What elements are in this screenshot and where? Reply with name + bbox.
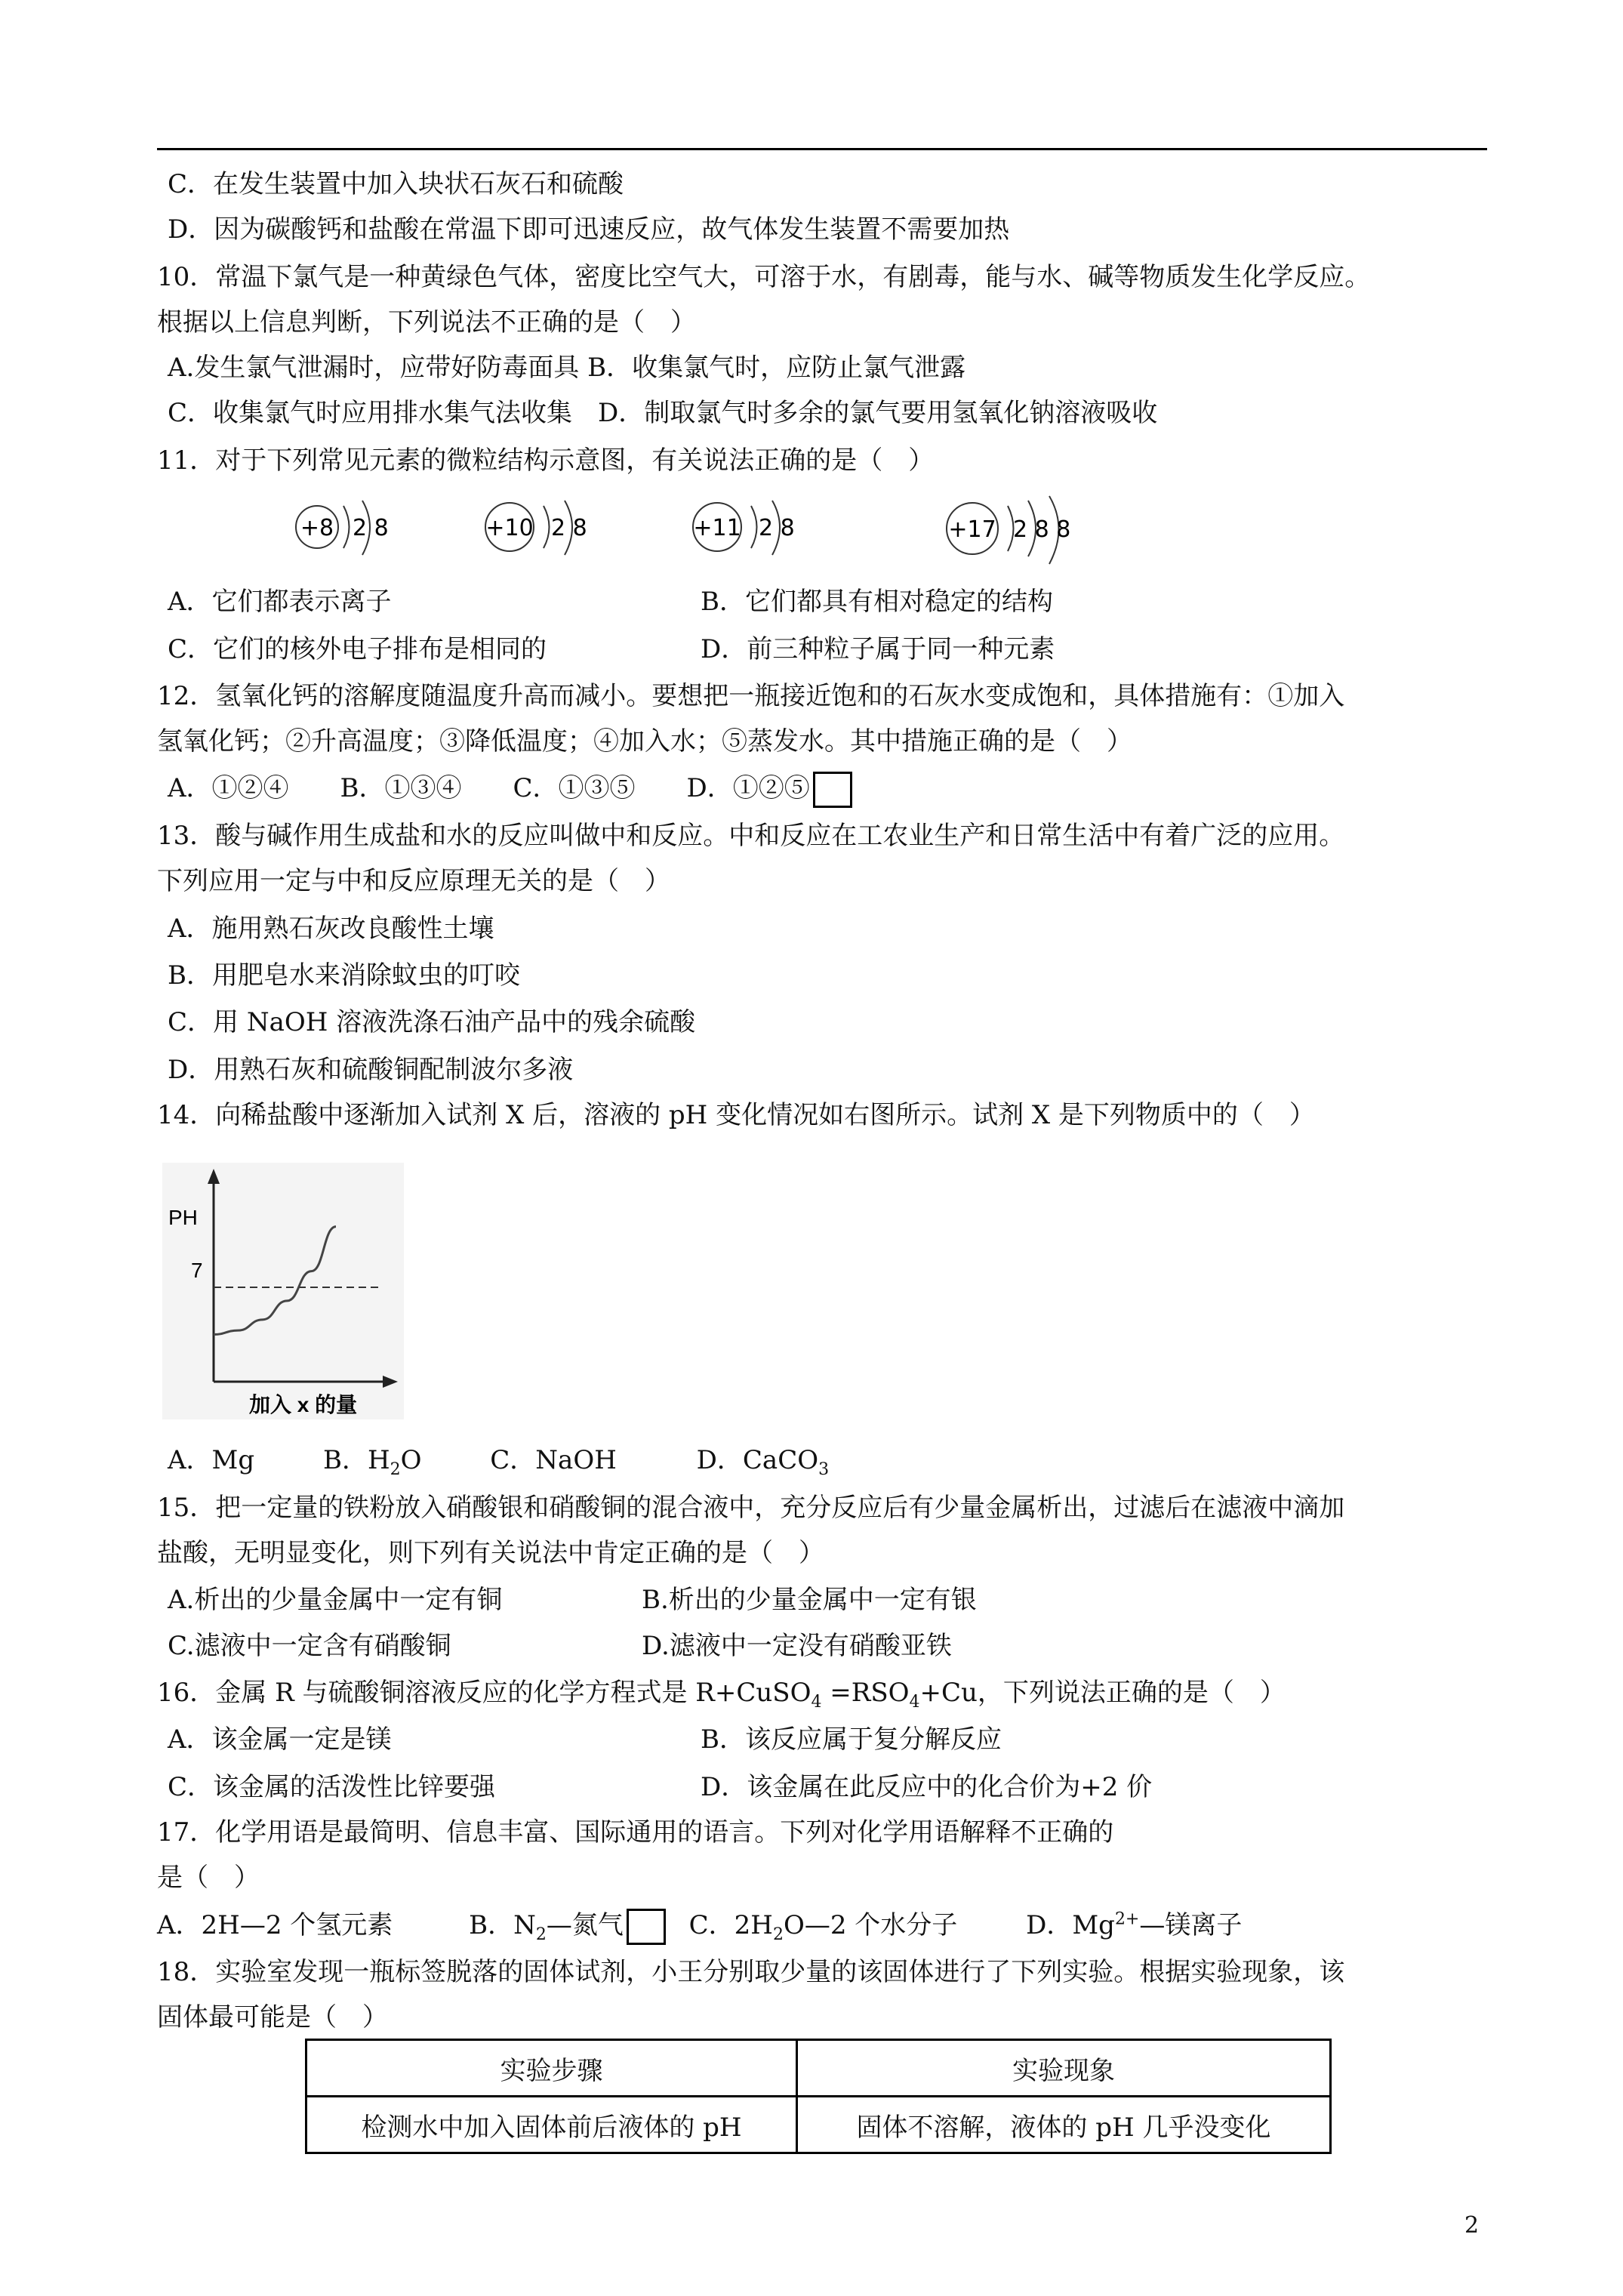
q12-stem-2: 氢氧化钙；②升高温度；③降低温度；④加入水；⑤蒸发水。其中措施正确的是（ ） <box>157 726 1132 757</box>
q18-stem-2: 固体最可能是（ ） <box>157 2002 388 2032</box>
q14-stem: 14．向稀盐酸中逐渐加入试剂 X 后，溶液的 pH 变化情况如右图所示。试剂 X 是下列物质中的（ ） <box>157 1100 1315 1130</box>
q10-stem-2: 根据以上信息判断，下列说法不正确的是（ ） <box>157 307 696 337</box>
header-rule <box>157 148 1487 150</box>
q15-option-a: A.析出的少量金属中一定有铜 <box>168 1585 503 1615</box>
q16-option-a: A．该金属一定是镁 <box>168 1724 392 1755</box>
experiment-table <box>305 2039 1332 2154</box>
atom-diagram-1 <box>291 495 396 566</box>
ref-line-label: 7 <box>191 1259 203 1282</box>
q13-option-b: B．用肥皂水来消除蚊虫的叮咬 <box>168 960 520 991</box>
q9-option-d: D．因为碳酸钙和盐酸在常温下即可迅速反应，故气体发生装置不需要加热 <box>168 214 1010 245</box>
q12-stem-1: 12．氢氧化钙的溶解度随温度升高而减小。要想把一瓶接近饱和的石灰水变成饱和，具体措施有：①加入 <box>157 681 1345 711</box>
q15-option-b: B.析出的少量金属中一定有银 <box>642 1585 977 1615</box>
y-axis-label: PH <box>168 1206 198 1229</box>
atom-diagram-2 <box>476 495 604 566</box>
atom-1-shells: 2 8 <box>353 515 389 541</box>
q16-option-c: C．该金属的活泼性比锌要强 <box>168 1772 496 1802</box>
atom-1-nucleus: +8 <box>300 515 334 541</box>
atom-2-shells: 2 8 <box>551 515 587 541</box>
table-cell: 固体不溶解，液体的 pH 几乎没变化 <box>796 2097 1330 2153</box>
q9-option-c: C．在发生装置中加入块状石灰石和硫酸 <box>168 169 624 199</box>
q17-stem-1: 17．化学用语是最简明、信息丰富、国际通用的语言。下列对化学用语解释不正确的 <box>157 1817 1114 1848</box>
q14-options <box>168 1444 829 1477</box>
atom-4-shells: 2 8 8 <box>1013 516 1071 543</box>
ph-chart <box>162 1163 404 1419</box>
q15-option-c: C.滤液中一定含有硝酸铜 <box>168 1631 451 1661</box>
atom-4-nucleus: +17 <box>948 516 996 543</box>
q10-stem-1: 10．常温下氯气是一种黄绿色气体，密度比空气大，可溶于水，有剧毒，能与水、碱等物质发生化学反应。 <box>157 262 1371 292</box>
atom-diagram-4 <box>936 495 1087 581</box>
q11-option-b: B．它们都具有相对稳定的结构 <box>701 587 1053 617</box>
q12-options-text: A．①②④ B．①③④ C．①③⑤ D．①②⑤ <box>168 773 810 803</box>
q11-option-a: A．它们都表示离子 <box>168 587 392 617</box>
q17-options <box>157 1909 1242 1945</box>
q17-option-c: C．$2H_2O—2$ 个水分子 <box>688 1910 958 1944</box>
q12-options <box>168 772 852 808</box>
q11-option-d: D．前三种粒子属于同一种元素 <box>701 634 1055 664</box>
atom-3-shells: 2 8 <box>759 515 795 541</box>
table-row <box>306 2097 1331 2153</box>
q13-option-d: D．用熟石灰和硫酸铜配制波尔多液 <box>168 1055 574 1085</box>
q14-option-b: B．$H_2O$ <box>322 1445 422 1479</box>
table-cell: 检测水中加入固体前后液体的 pH <box>306 2097 797 2153</box>
q13-option-a: A．施用熟石灰改良酸性土壤 <box>168 914 494 944</box>
q17-option-b: B．$N_2—$氮气 <box>469 1910 624 1944</box>
q13-option-c: C．用 NaOH 溶液洗涤石油产品中的残余硫酸 <box>168 1007 696 1037</box>
table-header-cell: 实验步骤 <box>306 2040 797 2097</box>
answer-box-2 <box>627 1909 666 1945</box>
q14-option-a: A．Mg <box>168 1445 255 1475</box>
atom-3-nucleus: +11 <box>693 515 741 541</box>
q15-stem-1: 15．把一定量的铁粉放入硝酸银和硝酸铜的混合液中，充分反应后有少量金属析出，过滤后在滤液中滴加 <box>157 1493 1345 1523</box>
atom-2-nucleus: +10 <box>485 515 534 541</box>
q17-option-a: A．2H—2 个氢元素 <box>157 1910 393 1940</box>
q16-option-d: D．该金属在此反应中的化合价为+2 价 <box>701 1772 1153 1802</box>
page-number: 2 <box>1464 2212 1480 2239</box>
atom-diagram-3 <box>683 495 812 566</box>
q17-stem-2: 是（ ） <box>157 1863 260 1893</box>
q10-options-cd: C．收集氯气时应用排水集气法收集 D．制取氯气时多余的氯气要用氢氧化钠溶液吸收 <box>168 398 1158 428</box>
q16-stem: 16．金属 R 与硫酸铜溶液反应的化学方程式是 R+CuSO$_4$ $=RSO_4+Cu$，下列说法正确的是（ ） <box>157 1678 1286 1712</box>
table-header-cell: 实验现象 <box>796 2040 1330 2097</box>
q11-option-c: C．它们的核外电子排布是相同的 <box>168 634 547 664</box>
q13-stem-2: 下列应用一定与中和反应原理无关的是（ ） <box>157 866 670 896</box>
answer-box <box>813 772 852 808</box>
q11-stem: 11．对于下列常见元素的微粒结构示意图，有关说法正确的是（ ） <box>157 445 935 476</box>
q14-option-c: C．NaOH <box>490 1445 617 1475</box>
q17-option-d: D．$Mg^{2+}—$镁离子 <box>1026 1909 1243 1940</box>
q15-option-d: D.滤液中一定没有硝酸亚铁 <box>642 1631 952 1661</box>
q15-stem-2: 盐酸，无明显变化，则下列有关说法中肯定正确的是（ ） <box>157 1538 824 1568</box>
q13-stem-1: 13．酸与碱作用生成盐和水的反应叫做中和反应。中和反应在工农业生产和日常生活中有着广泛的应用。 <box>157 821 1345 851</box>
q16-option-b: B．该反应属于复分解反应 <box>701 1724 1002 1755</box>
q18-stem-1: 18．实验室发现一瓶标签脱落的固体试剂，小王分别取少量的该固体进行了下列实验。根据实验现象，该 <box>157 1957 1345 1987</box>
q14-option-d: D．CaCO$_3$ <box>696 1445 830 1479</box>
q10-options-ab: A.发生氯气泄漏时，应带好防毒面具 B．收集氯气时，应防止氯气泄露 <box>168 353 966 383</box>
x-axis-label: 加入 x 的量 <box>249 1393 358 1416</box>
table-header-row <box>306 2040 1331 2097</box>
